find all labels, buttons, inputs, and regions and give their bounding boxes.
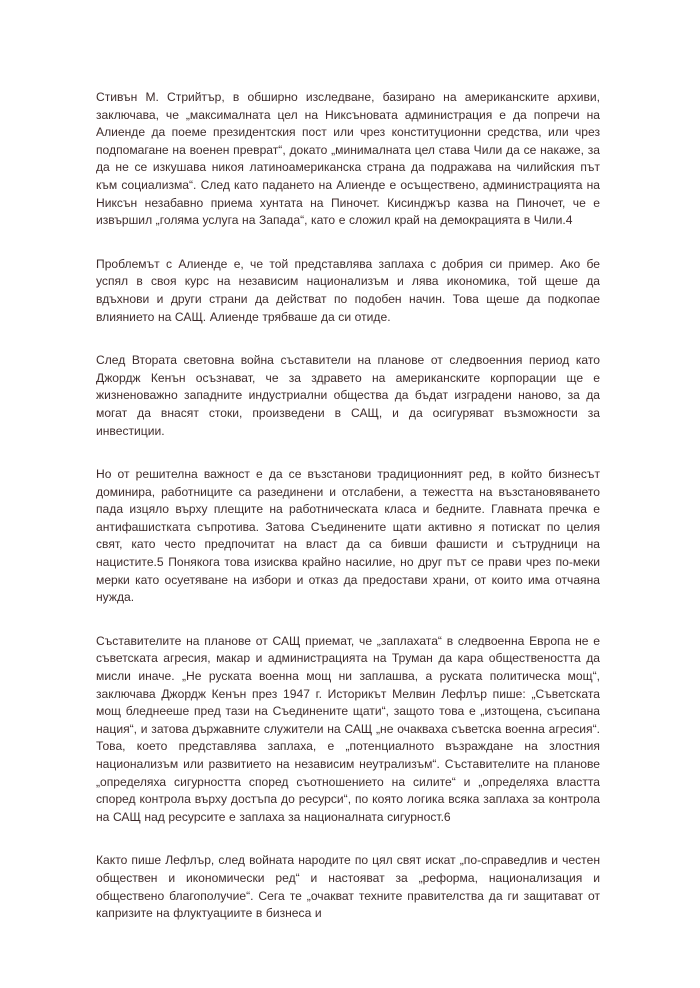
- document-body: [96, 89, 600, 923]
- paragraph-us-planners-threat: Съставителите на планове от САЩ приемат, че „заплахата“ в следвоенна Европа не е съветската агресия, макар и администрацията на Труман да кара обществеността да мисли иначе. „Не руската военна мощ ни заплашва, а руската политическа мощ“, заключава Джордж Кенън през 1947 г. Историкът Мелвин Лефлър пише: „Съветската мощ бледнееше пред тази на Съединените щати“, защото това е „изтощена, съсипана нация“, и затова държавните служители на САЩ „не очакваха съветска военна агресия“. Това, което представлява заплаха, е „потенциалното възраждане на злостния национализъм или развитието на независим неутрализъм“. Съставителите на планове „определяха сигурността според съотношението на силите“ и „определяха властта според контрола върху достъпа до ресурси“, по която логика всяка заплаха за контрола на САЩ над ресурсите е заплаха за националната сигурност.6: [96, 633, 600, 824]
- paragraph-postwar-planners: След Втората световна война съставители на планове от следвоенния период като Джордж Кенън осъзнават, че за здравето на американските корпорации ще е жизненоважно западните индустриални общества да бъдат изградени наново, за да могат да внасят стоки, произведени в САЩ, и да осигуряват възможности за инвестиции.: [96, 353, 600, 438]
- paragraph-allende-threat: Проблемът с Алиенде е, че той представлява заплаха с добрия си пример. Ако бе успял в своя курс на независим национализъм и лява икономика, той щеше да вдъхнови и други страни да действат по подобен начин. Това щеше да подкопае влиянието на САЩ. Алиенде трябваше да си отиде.: [96, 256, 600, 324]
- paragraph-allende-nixon: Стивън М. Стрийтър, в обширно изследване, базирано на американските архиви, заключава, че „максималната цел на Никсъновата администрация е да попречи на Алиенде да поеме президентския пост или чрез конституционни средства, или чрез подпомагане на военен преврат“, докато „минималната цел става Чили да се накаже, за да не се изкушава никоя латиноамериканска страна да подражава на чилийския път към социализма“. След като падането на Алиенде е осъществено, администрацията на Никсън незабавно приема хунтата на Пиночет. Кисинджър казва на Пиночет, че е извършил „голяма услуга на Запада“, като е сложил край на демокрацията в Чили.4: [96, 90, 600, 228]
- paragraph-traditional-order: Но от решителна важност е да се възстанови традиционният ред, в който бизнесът доминира, работниците са разединени и отслабени, а тежестта на възстановяването пада изцяло върху плещите на работническата класа и бедните. Главната пречка е антифашистката съпротива. Затова Съединените щати активно я потискат по целия свят, като често предпочитат на власт да са бивши фашисти и сътрудници на нацистите.5 Понякога това изисква крайно насилие, но друг път се прави чрез по-меки мерки като осуетяване на избори и отказ да предостави храни, от които има отчаяна нужда.: [96, 467, 600, 605]
- paragraph-leffler-postwar: Както пише Лефлър, след войната народите по цял свят искат „по-справедлив и честен обществен и икономически ред“ и настояват за „реформа, национализация и обществено благополучие“. Сега те „очакват техните правителства да ги защитават от капризите на флуктуациите в бизнеса и: [96, 853, 600, 921]
